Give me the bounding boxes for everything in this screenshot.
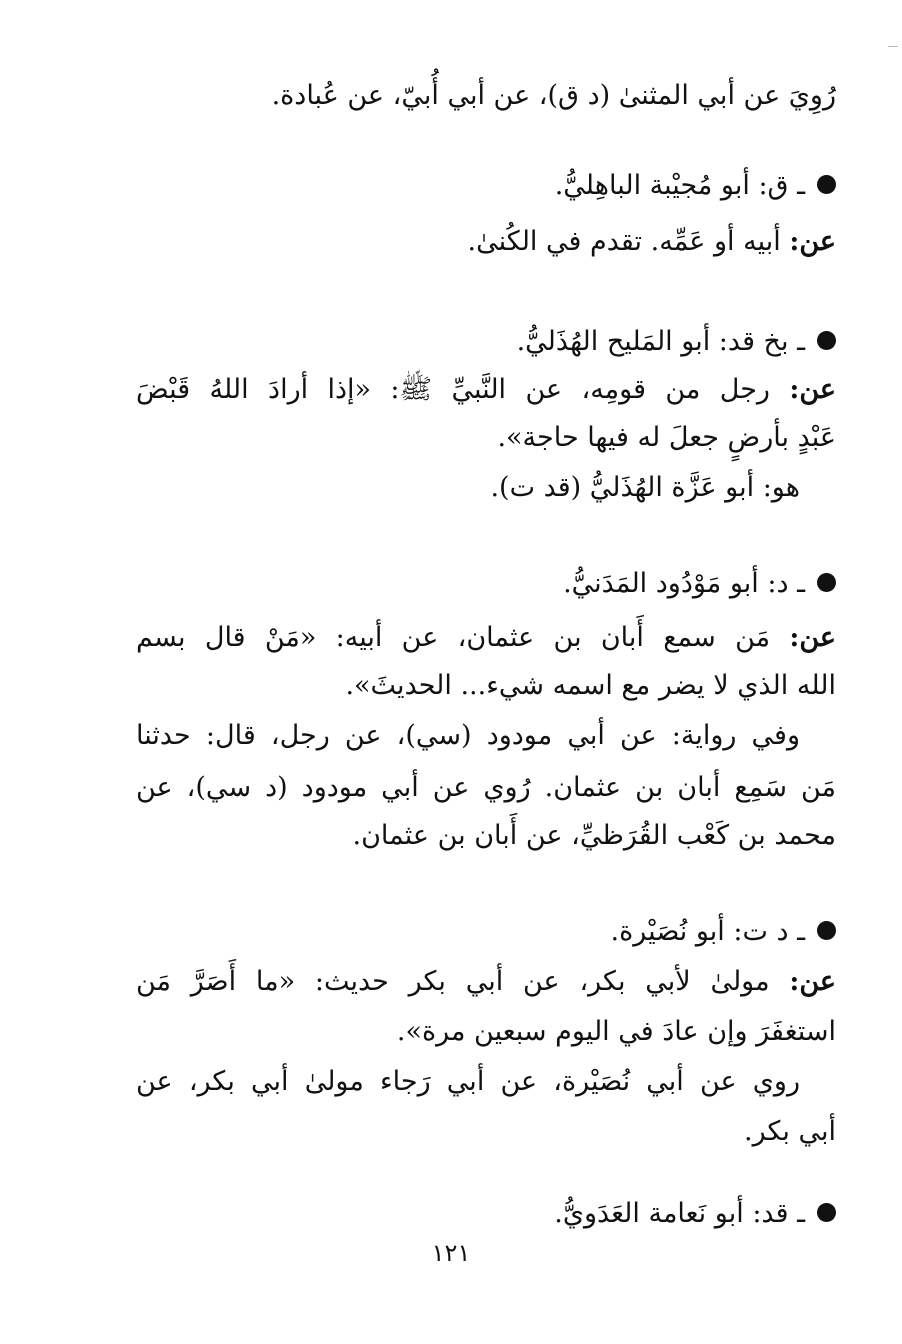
- bullet-icon: [817, 175, 836, 194]
- text-line: عَبْدٍ بأرضٍ جعلَ له فيها حاجة».: [497, 422, 836, 453]
- entry-heading: [136, 320, 836, 364]
- an-label: عن:: [789, 622, 836, 653]
- an-label: عن:: [789, 374, 836, 405]
- text-line: أبي بكر.: [743, 1116, 836, 1147]
- entry-heading: [136, 1192, 836, 1236]
- bullet-icon: [817, 573, 836, 592]
- text-line: [136, 960, 836, 1004]
- entry-heading: [136, 164, 836, 208]
- an-label: عن:: [789, 226, 836, 257]
- text-line: وفي رواية: عن أبي مودود (سي)، عن رجل، قال: حدثنا: [136, 720, 800, 751]
- entry-heading-text: ـ د ت: أبو نُصَيْرة.: [610, 916, 805, 947]
- text-line: رُوِيَ عن أبي المثنىٰ (د ق)، عن أبي أُبيّ، عن عُبادة.: [271, 80, 836, 111]
- bullet-icon: [817, 1203, 836, 1222]
- an-text: أبيه أو عَمِّه. تقدم في الكُنىٰ.: [467, 226, 790, 257]
- text-line: [136, 616, 836, 660]
- entry-heading-text: ـ بخ قد: أبو المَليح الهُذَليُّ.: [516, 326, 805, 357]
- text-line: الله الذي لا يضر مع اسمه شيء... الحديثَ».: [345, 670, 836, 701]
- bullet-icon: [817, 921, 836, 940]
- an-text: رجل من قومِه، عن النَّبيِّ ﷺ: «إذا أرادَ اللهُ قَبْضَ: [136, 374, 790, 405]
- text-line: هو: أبو عَزَّة الهُذَليُّ (قد ت).: [490, 472, 800, 503]
- text-line: محمد بن كَعْب القُرَظيِّ، عن أَبان بن عثمان.: [352, 820, 836, 851]
- text-line: مَن سَمِع أبان بن عثمان. رُوي عن أبي مودود (د سي)، عن: [136, 772, 836, 803]
- scan-mark: [888, 46, 898, 47]
- entry-heading-text: ـ ق: أبو مُجيْبة الباهِليُّ.: [554, 170, 805, 201]
- text-line: روي عن أبي نُصَيْرة، عن أبي رَجاء مولىٰ أبي بكر، عن: [136, 1066, 800, 1097]
- text-line: [136, 368, 836, 412]
- an-text: مَن سمع أَبان بن عثمان، عن أبيه: «مَنْ قال بسم: [136, 622, 790, 653]
- text-line: استغفَرَ وإن عادَ في اليوم سبعين مرة».: [396, 1016, 836, 1047]
- entry-heading: [136, 910, 836, 954]
- bullet-icon: [817, 331, 836, 350]
- page-number: ١٢١: [431, 1239, 471, 1267]
- entry-heading-text: ـ د: أبو مَوْدُود المَدَنيُّ.: [563, 568, 805, 599]
- entry-heading-text: ـ قد: أبو نَعامة العَدَويُّ.: [554, 1198, 805, 1229]
- text-line: [136, 220, 836, 264]
- entry-heading: [136, 562, 836, 606]
- an-label: عن:: [789, 966, 836, 997]
- an-text: مولىٰ لأبي بكر، عن أبي بكر حديث: «ما أَصَرَّ مَن: [136, 966, 790, 997]
